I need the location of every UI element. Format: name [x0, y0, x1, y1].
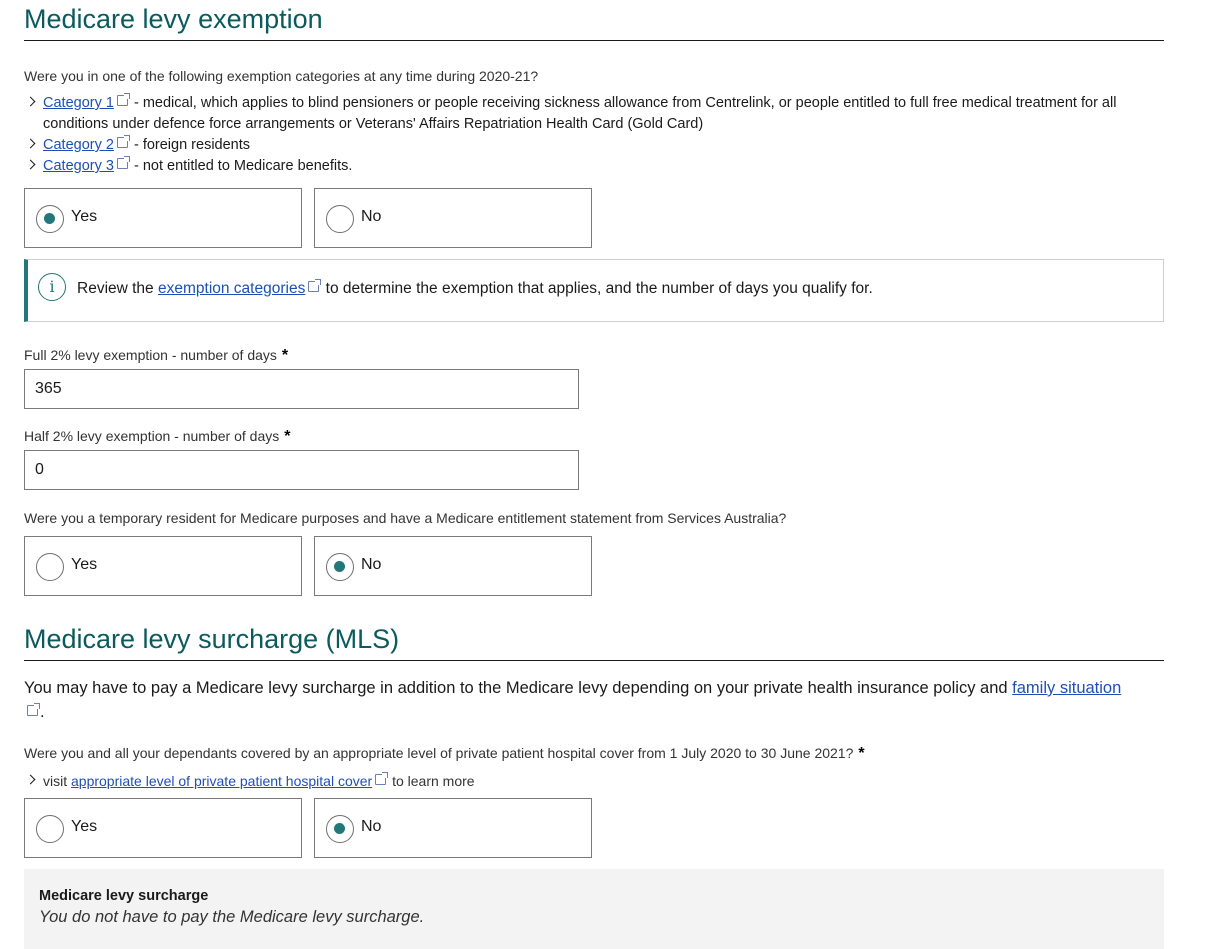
chevron-right-icon: [26, 160, 36, 170]
exemption-no-radio[interactable]: [326, 205, 354, 233]
chevron-right-icon: [26, 139, 36, 149]
summary-text: You do not have to pay the Medicare levy surcharge.: [39, 908, 425, 926]
required-mark: *: [858, 745, 865, 762]
category-3-link[interactable]: [43, 158, 130, 174]
external-link-icon: [117, 95, 128, 106]
info-icon: i: [38, 273, 66, 301]
external-link-icon: [117, 137, 128, 148]
exemption-yes-option[interactable]: [24, 188, 302, 248]
external-link-icon: [375, 774, 386, 785]
info-text-after: to determine the exemption that applies, and the number of days you qualify for.: [321, 280, 873, 297]
info-text: [77, 280, 873, 298]
category-3-link-text: Category 3: [43, 158, 114, 174]
exemption-heading: Medicare levy exemption: [24, 4, 1164, 41]
hospital-cover-no-radio[interactable]: [326, 815, 354, 843]
category-1-link-text: Category 1: [43, 95, 114, 111]
summary-title: Medicare levy surcharge: [39, 888, 209, 904]
full-exemption-days-input[interactable]: [24, 369, 579, 409]
external-link-icon: [308, 281, 319, 292]
category-1-item: [24, 93, 1168, 135]
visit-cover-item: [24, 771, 1168, 792]
visit-before-text: visit: [43, 773, 71, 789]
family-situation-link-text: family situation: [1012, 679, 1122, 697]
temp-resident-yes-radio[interactable]: [36, 553, 64, 581]
exemption-question: Were you in one of the following exemption categories at any time during 2020-21?: [24, 68, 539, 84]
full-exemption-label-text: Full 2% levy exemption - number of days: [24, 347, 277, 363]
exemption-categories-link-text: exemption categories: [157, 280, 306, 297]
temp-resident-no-label: No: [361, 556, 382, 573]
chevron-right-icon: [26, 775, 36, 785]
full-exemption-label: [24, 347, 288, 365]
temp-resident-no-radio[interactable]: [326, 553, 354, 581]
category-3-item: [24, 156, 1168, 177]
hospital-cover-yes-radio[interactable]: [36, 815, 64, 843]
mls-description-after: .: [40, 703, 45, 721]
temp-resident-no-option[interactable]: [314, 536, 592, 596]
mls-description-before: You may have to pay a Medicare levy surcharge in addition to the Medicare levy depending on your private health insurance policy and: [24, 679, 1013, 697]
external-link-icon: [27, 705, 38, 716]
mls-summary-panel: [24, 869, 1164, 949]
mls-description: [24, 676, 1124, 724]
category-1-text: - medical, which applies to blind pensioners or people receiving sickness allowance from Centrelink, or people entitled to full free medical treatment for all conditions under defence force arrangements or Veterans' Affairs Repatriation Health Card (Gold Card): [43, 95, 1117, 132]
info-text-before: Review the: [77, 280, 158, 297]
required-mark: *: [281, 347, 289, 364]
category-2-link-text: Category 2: [43, 137, 114, 153]
category-1-link[interactable]: [43, 95, 130, 111]
category-2-item: [24, 135, 1168, 156]
hospital-cover-no-label: No: [361, 818, 382, 835]
required-mark: *: [284, 428, 291, 445]
hospital-cover-yes-label: Yes: [71, 818, 98, 835]
half-exemption-days-input[interactable]: [24, 450, 579, 490]
temporary-resident-question: Were you a temporary resident for Medicare purposes and have a Medicare entitlement statement from Services Australia?: [24, 510, 787, 526]
temp-resident-yes-label: Yes: [71, 556, 98, 573]
category-2-link[interactable]: [43, 137, 130, 153]
exemption-no-label: No: [361, 208, 382, 225]
visit-after-text: to learn more: [388, 773, 475, 789]
category-3-text: - not entitled to Medicare benefits.: [129, 158, 353, 174]
hospital-cover-link[interactable]: [71, 773, 388, 789]
exemption-info-callout: [24, 259, 1164, 322]
exemption-yes-radio[interactable]: [36, 205, 64, 233]
chevron-right-icon: [26, 97, 36, 107]
temp-resident-yes-option[interactable]: [24, 536, 302, 596]
mls-heading: Medicare levy surcharge (MLS): [24, 624, 1164, 661]
exemption-categories-link[interactable]: [158, 280, 321, 297]
half-exemption-label: [24, 428, 290, 446]
hospital-cover-question: [24, 745, 865, 763]
exemption-no-option[interactable]: [314, 188, 592, 248]
hospital-cover-no-option[interactable]: [314, 798, 592, 858]
half-exemption-label-text: Half 2% levy exemption - number of days: [24, 428, 280, 444]
external-link-icon: [117, 158, 128, 169]
hospital-cover-yes-option[interactable]: [24, 798, 302, 858]
exemption-yes-label: Yes: [71, 208, 98, 225]
hospital-cover-question-text: Were you and all your dependants covered by an appropriate level of private patient hospital cover from 1 July 2020 to 30 June 2021?: [24, 745, 854, 761]
hospital-cover-link-text: appropriate level of private patient hospital cover: [71, 773, 373, 789]
category-2-text: - foreign residents: [129, 137, 251, 153]
